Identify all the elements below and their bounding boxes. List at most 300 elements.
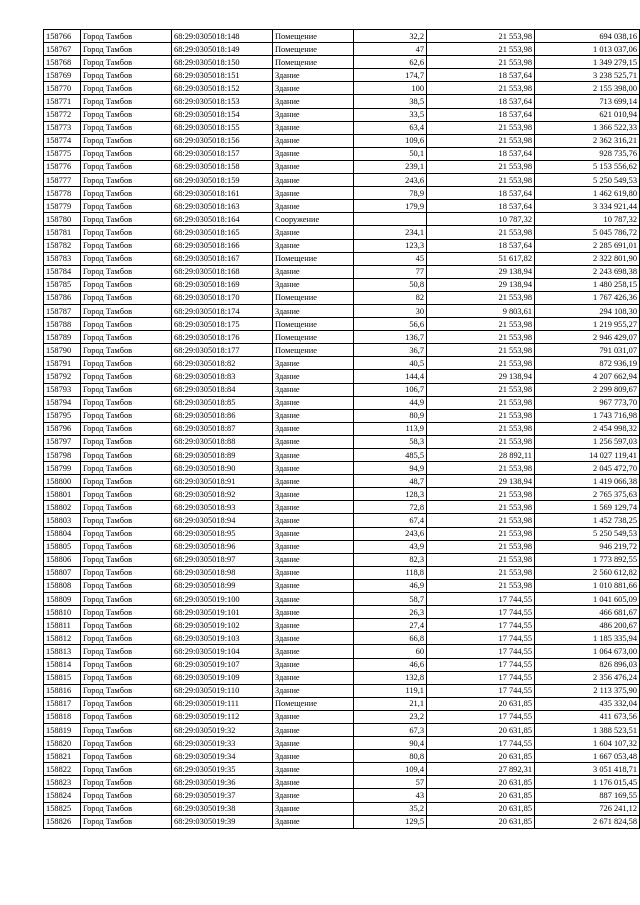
object-type-cell: Здание xyxy=(273,737,354,750)
cadastral-value-cell: 5 250 549,53 xyxy=(535,174,640,187)
row-number-cell: 158784 xyxy=(44,265,81,278)
row-number-cell: 158793 xyxy=(44,383,81,396)
row-number-cell: 158790 xyxy=(44,344,81,357)
area-cell xyxy=(354,213,427,226)
object-type-cell: Здание xyxy=(273,435,354,448)
locality-cell: Город Тамбов xyxy=(81,475,172,488)
price-per-unit-cell: 21 553,98 xyxy=(427,435,535,448)
locality-cell: Город Тамбов xyxy=(81,684,172,697)
cadastral-number-cell: 68:29:0305018:157 xyxy=(172,147,273,160)
cadastral-number-cell: 68:29:0305018:161 xyxy=(172,187,273,200)
row-number-cell: 158767 xyxy=(44,43,81,56)
table-row xyxy=(44,553,640,566)
object-type-cell: Помещение xyxy=(273,344,354,357)
table-row xyxy=(44,134,640,147)
cadastral-value-cell: 2 299 809,67 xyxy=(535,383,640,396)
row-number-cell: 158800 xyxy=(44,475,81,488)
cadastral-number-cell: 68:29:0305018:83 xyxy=(172,370,273,383)
area-cell: 80,9 xyxy=(354,409,427,422)
row-number-cell: 158810 xyxy=(44,606,81,619)
row-number-cell: 158804 xyxy=(44,527,81,540)
area-cell: 56,6 xyxy=(354,318,427,331)
area-cell: 118,8 xyxy=(354,566,427,579)
price-per-unit-cell: 21 553,98 xyxy=(427,291,535,304)
locality-cell: Город Тамбов xyxy=(81,619,172,632)
locality-cell: Город Тамбов xyxy=(81,593,172,606)
locality-cell: Город Тамбов xyxy=(81,108,172,121)
cadastral-value-cell: 2 243 698,38 xyxy=(535,265,640,278)
object-type-cell: Здание xyxy=(273,226,354,239)
locality-cell: Город Тамбов xyxy=(81,750,172,763)
price-per-unit-cell: 21 553,98 xyxy=(427,344,535,357)
object-type-cell: Здание xyxy=(273,540,354,553)
table-row xyxy=(44,697,640,710)
price-per-unit-cell: 21 553,98 xyxy=(427,357,535,370)
object-type-cell: Здание xyxy=(273,134,354,147)
table-row xyxy=(44,30,640,43)
object-type-cell: Здание xyxy=(273,357,354,370)
cadastral-number-cell: 68:29:0305019:39 xyxy=(172,815,273,828)
row-number-cell: 158772 xyxy=(44,108,81,121)
locality-cell: Город Тамбов xyxy=(81,566,172,579)
locality-cell: Город Тамбов xyxy=(81,239,172,252)
object-type-cell: Здание xyxy=(273,160,354,173)
price-per-unit-cell: 21 553,98 xyxy=(427,226,535,239)
table-row xyxy=(44,56,640,69)
cadastral-number-cell: 68:29:0305018:97 xyxy=(172,553,273,566)
price-per-unit-cell: 29 138,94 xyxy=(427,265,535,278)
object-type-cell: Здание xyxy=(273,174,354,187)
area-cell: 44,9 xyxy=(354,396,427,409)
price-per-unit-cell: 10 787,32 xyxy=(427,213,535,226)
cadastral-number-cell: 68:29:0305019:35 xyxy=(172,763,273,776)
locality-cell: Город Тамбов xyxy=(81,30,172,43)
table-row xyxy=(44,645,640,658)
cadastral-value-cell: 1 480 258,15 xyxy=(535,278,640,291)
locality-cell: Город Тамбов xyxy=(81,291,172,304)
price-per-unit-cell: 21 553,98 xyxy=(427,318,535,331)
table-row xyxy=(44,357,640,370)
cadastral-value-cell: 1 366 522,33 xyxy=(535,121,640,134)
cadastral-value-cell: 791 031,07 xyxy=(535,344,640,357)
table-row xyxy=(44,370,640,383)
area-cell: 109,6 xyxy=(354,134,427,147)
cadastral-value-cell: 4 207 662,94 xyxy=(535,370,640,383)
cadastral-value-cell: 3 238 525,71 xyxy=(535,69,640,82)
row-number-cell: 158792 xyxy=(44,370,81,383)
table-row xyxy=(44,265,640,278)
cadastral-number-cell: 68:29:0305019:112 xyxy=(172,710,273,723)
area-cell: 46,6 xyxy=(354,658,427,671)
price-per-unit-cell: 21 553,98 xyxy=(427,527,535,540)
cadastral-number-cell: 68:29:0305018:150 xyxy=(172,56,273,69)
locality-cell: Город Тамбов xyxy=(81,815,172,828)
cadastral-number-cell: 68:29:0305018:177 xyxy=(172,344,273,357)
locality-cell: Город Тамбов xyxy=(81,396,172,409)
cadastral-number-cell: 68:29:0305019:107 xyxy=(172,658,273,671)
table-row xyxy=(44,449,640,462)
object-type-cell: Здание xyxy=(273,776,354,789)
cadastral-value-cell: 887 169,55 xyxy=(535,789,640,802)
locality-cell: Город Тамбов xyxy=(81,331,172,344)
cadastral-number-cell: 68:29:0305019:103 xyxy=(172,632,273,645)
row-number-cell: 158822 xyxy=(44,763,81,776)
object-type-cell: Здание xyxy=(273,409,354,422)
cadastral-value-cell: 2 946 429,07 xyxy=(535,331,640,344)
area-cell: 33,5 xyxy=(354,108,427,121)
table-row xyxy=(44,579,640,592)
cadastral-number-cell: 68:29:0305019:109 xyxy=(172,671,273,684)
object-type-cell: Здание xyxy=(273,488,354,501)
area-cell: 48,7 xyxy=(354,475,427,488)
cadastral-number-cell: 68:29:0305018:169 xyxy=(172,278,273,291)
object-type-cell: Здание xyxy=(273,619,354,632)
data-table xyxy=(43,29,640,829)
price-per-unit-cell: 17 744,55 xyxy=(427,619,535,632)
cadastral-value-cell: 967 773,70 xyxy=(535,396,640,409)
locality-cell: Город Тамбов xyxy=(81,134,172,147)
price-per-unit-cell: 18 537,64 xyxy=(427,147,535,160)
object-type-cell: Помещение xyxy=(273,56,354,69)
table-row xyxy=(44,239,640,252)
table-row xyxy=(44,488,640,501)
object-type-cell: Здание xyxy=(273,815,354,828)
price-per-unit-cell: 21 553,98 xyxy=(427,82,535,95)
price-per-unit-cell: 18 537,64 xyxy=(427,95,535,108)
row-number-cell: 158786 xyxy=(44,291,81,304)
cadastral-value-cell: 1 013 037,06 xyxy=(535,43,640,56)
cadastral-number-cell: 68:29:0305018:149 xyxy=(172,43,273,56)
table-row xyxy=(44,540,640,553)
table-row xyxy=(44,187,640,200)
object-type-cell: Здание xyxy=(273,763,354,776)
area-cell: 123,3 xyxy=(354,239,427,252)
object-type-cell: Здание xyxy=(273,82,354,95)
cadastral-number-cell: 68:29:0305018:87 xyxy=(172,422,273,435)
table-row xyxy=(44,200,640,213)
area-cell: 43 xyxy=(354,789,427,802)
object-type-cell: Здание xyxy=(273,200,354,213)
cadastral-value-cell: 1 010 881,66 xyxy=(535,579,640,592)
area-cell: 46,9 xyxy=(354,579,427,592)
row-number-cell: 158775 xyxy=(44,147,81,160)
table-row xyxy=(44,396,640,409)
table-row xyxy=(44,160,640,173)
row-number-cell: 158769 xyxy=(44,69,81,82)
price-per-unit-cell: 28 892,11 xyxy=(427,449,535,462)
object-type-cell: Здание xyxy=(273,278,354,291)
cadastral-value-cell: 3 051 418,71 xyxy=(535,763,640,776)
locality-cell: Город Тамбов xyxy=(81,43,172,56)
locality-cell: Город Тамбов xyxy=(81,304,172,317)
cadastral-number-cell: 68:29:0305018:84 xyxy=(172,383,273,396)
table-body xyxy=(44,30,640,829)
cadastral-value-cell: 14 027 119,41 xyxy=(535,449,640,462)
row-number-cell: 158823 xyxy=(44,776,81,789)
table-row xyxy=(44,409,640,422)
table-row xyxy=(44,69,640,82)
cadastral-value-cell: 1 462 619,80 xyxy=(535,187,640,200)
price-per-unit-cell: 21 553,98 xyxy=(427,383,535,396)
object-type-cell: Помещение xyxy=(273,318,354,331)
object-type-cell: Здание xyxy=(273,462,354,475)
price-per-unit-cell: 17 744,55 xyxy=(427,671,535,684)
area-cell: 119,1 xyxy=(354,684,427,697)
area-cell: 36,7 xyxy=(354,344,427,357)
price-per-unit-cell: 18 537,64 xyxy=(427,239,535,252)
area-cell: 50,8 xyxy=(354,278,427,291)
row-number-cell: 158771 xyxy=(44,95,81,108)
row-number-cell: 158805 xyxy=(44,540,81,553)
cadastral-number-cell: 68:29:0305019:37 xyxy=(172,789,273,802)
locality-cell: Город Тамбов xyxy=(81,501,172,514)
row-number-cell: 158780 xyxy=(44,213,81,226)
table-row xyxy=(44,671,640,684)
cadastral-value-cell: 2 322 801,90 xyxy=(535,252,640,265)
cadastral-number-cell: 68:29:0305019:110 xyxy=(172,684,273,697)
area-cell: 80,8 xyxy=(354,750,427,763)
locality-cell: Город Тамбов xyxy=(81,488,172,501)
area-cell: 90,4 xyxy=(354,737,427,750)
locality-cell: Город Тамбов xyxy=(81,357,172,370)
area-cell: 47 xyxy=(354,43,427,56)
cadastral-value-cell: 1 767 426,36 xyxy=(535,291,640,304)
cadastral-value-cell: 694 038,16 xyxy=(535,30,640,43)
table-row xyxy=(44,501,640,514)
table-row xyxy=(44,789,640,802)
row-number-cell: 158783 xyxy=(44,252,81,265)
table-row xyxy=(44,527,640,540)
table-row xyxy=(44,619,640,632)
cadastral-number-cell: 68:29:0305018:154 xyxy=(172,108,273,121)
cadastral-number-cell: 68:29:0305018:155 xyxy=(172,121,273,134)
table-row xyxy=(44,318,640,331)
cadastral-value-cell: 2 045 472,70 xyxy=(535,462,640,475)
price-per-unit-cell: 17 744,55 xyxy=(427,684,535,697)
row-number-cell: 158812 xyxy=(44,632,81,645)
row-number-cell: 158817 xyxy=(44,697,81,710)
object-type-cell: Здание xyxy=(273,475,354,488)
cadastral-value-cell: 1 667 053,48 xyxy=(535,750,640,763)
locality-cell: Город Тамбов xyxy=(81,56,172,69)
area-cell: 82,3 xyxy=(354,553,427,566)
object-type-cell: Помещение xyxy=(273,252,354,265)
cadastral-value-cell: 946 219,72 xyxy=(535,540,640,553)
table-row xyxy=(44,750,640,763)
price-per-unit-cell: 21 553,98 xyxy=(427,488,535,501)
price-per-unit-cell: 9 803,61 xyxy=(427,304,535,317)
row-number-cell: 158778 xyxy=(44,187,81,200)
cadastral-number-cell: 68:29:0305018:176 xyxy=(172,331,273,344)
area-cell: 113,9 xyxy=(354,422,427,435)
object-type-cell: Здание xyxy=(273,69,354,82)
area-cell: 82 xyxy=(354,291,427,304)
table-row xyxy=(44,95,640,108)
area-cell: 40,5 xyxy=(354,357,427,370)
area-cell: 38,5 xyxy=(354,95,427,108)
table-row xyxy=(44,344,640,357)
price-per-unit-cell: 20 631,85 xyxy=(427,697,535,710)
object-type-cell: Здание xyxy=(273,95,354,108)
locality-cell: Город Тамбов xyxy=(81,409,172,422)
table-row xyxy=(44,475,640,488)
table-row xyxy=(44,802,640,815)
cadastral-number-cell: 68:29:0305018:85 xyxy=(172,396,273,409)
row-number-cell: 158825 xyxy=(44,802,81,815)
cadastral-number-cell: 68:29:0305019:102 xyxy=(172,619,273,632)
price-per-unit-cell: 51 617,82 xyxy=(427,252,535,265)
price-per-unit-cell: 27 892,31 xyxy=(427,763,535,776)
object-type-cell: Здание xyxy=(273,265,354,278)
cadastral-number-cell: 68:29:0305018:99 xyxy=(172,579,273,592)
table-row xyxy=(44,632,640,645)
price-per-unit-cell: 21 553,98 xyxy=(427,579,535,592)
locality-cell: Город Тамбов xyxy=(81,606,172,619)
cadastral-value-cell: 2 765 375,63 xyxy=(535,488,640,501)
price-per-unit-cell: 18 537,64 xyxy=(427,200,535,213)
price-per-unit-cell: 21 553,98 xyxy=(427,566,535,579)
row-number-cell: 158820 xyxy=(44,737,81,750)
cadastral-number-cell: 68:29:0305018:175 xyxy=(172,318,273,331)
table-row xyxy=(44,252,640,265)
locality-cell: Город Тамбов xyxy=(81,69,172,82)
row-number-cell: 158795 xyxy=(44,409,81,422)
object-type-cell: Здание xyxy=(273,187,354,200)
area-cell: 485,5 xyxy=(354,449,427,462)
cadastral-number-cell: 68:29:0305018:174 xyxy=(172,304,273,317)
area-cell: 45 xyxy=(354,252,427,265)
cadastral-value-cell: 1 041 605,09 xyxy=(535,593,640,606)
table-row xyxy=(44,147,640,160)
cadastral-value-cell: 2 671 824,58 xyxy=(535,815,640,828)
locality-cell: Город Тамбов xyxy=(81,671,172,684)
price-per-unit-cell: 20 631,85 xyxy=(427,723,535,736)
locality-cell: Город Тамбов xyxy=(81,278,172,291)
row-number-cell: 158779 xyxy=(44,200,81,213)
cadastral-value-cell: 294 108,30 xyxy=(535,304,640,317)
locality-cell: Город Тамбов xyxy=(81,514,172,527)
area-cell: 109,4 xyxy=(354,763,427,776)
cadastral-value-cell: 726 241,12 xyxy=(535,802,640,815)
object-type-cell: Здание xyxy=(273,671,354,684)
price-per-unit-cell: 20 631,85 xyxy=(427,789,535,802)
cadastral-value-cell: 1 452 738,25 xyxy=(535,514,640,527)
cadastral-number-cell: 68:29:0305019:38 xyxy=(172,802,273,815)
area-cell: 72,8 xyxy=(354,501,427,514)
locality-cell: Город Тамбов xyxy=(81,370,172,383)
row-number-cell: 158824 xyxy=(44,789,81,802)
area-cell: 174,7 xyxy=(354,69,427,82)
object-type-cell: Здание xyxy=(273,239,354,252)
table-row xyxy=(44,566,640,579)
cadastral-number-cell: 68:29:0305018:98 xyxy=(172,566,273,579)
locality-cell: Город Тамбов xyxy=(81,344,172,357)
table-row xyxy=(44,121,640,134)
cadastral-value-cell: 2 454 998,32 xyxy=(535,422,640,435)
object-type-cell: Здание xyxy=(273,370,354,383)
cadastral-number-cell: 68:29:0305018:82 xyxy=(172,357,273,370)
object-type-cell: Здание xyxy=(273,658,354,671)
row-number-cell: 158774 xyxy=(44,134,81,147)
cadastral-value-cell: 2 113 375,90 xyxy=(535,684,640,697)
area-cell: 30 xyxy=(354,304,427,317)
area-cell: 94,9 xyxy=(354,462,427,475)
locality-cell: Город Тамбов xyxy=(81,200,172,213)
cadastral-number-cell: 68:29:0305019:32 xyxy=(172,723,273,736)
price-per-unit-cell: 21 553,98 xyxy=(427,331,535,344)
area-cell: 63,4 xyxy=(354,121,427,134)
locality-cell: Город Тамбов xyxy=(81,187,172,200)
row-number-cell: 158782 xyxy=(44,239,81,252)
cadastral-value-cell: 1 569 129,74 xyxy=(535,501,640,514)
area-cell: 67,3 xyxy=(354,723,427,736)
table-row xyxy=(44,435,640,448)
row-number-cell: 158809 xyxy=(44,593,81,606)
price-per-unit-cell: 21 553,98 xyxy=(427,540,535,553)
price-per-unit-cell: 29 138,94 xyxy=(427,278,535,291)
object-type-cell: Здание xyxy=(273,789,354,802)
cadastral-value-cell: 713 699,14 xyxy=(535,95,640,108)
table-row xyxy=(44,815,640,828)
cadastral-number-cell: 68:29:0305018:89 xyxy=(172,449,273,462)
price-per-unit-cell: 21 553,98 xyxy=(427,501,535,514)
cadastral-number-cell: 68:29:0305019:104 xyxy=(172,645,273,658)
table-row xyxy=(44,174,640,187)
cadastral-value-cell: 1 349 279,15 xyxy=(535,56,640,69)
locality-cell: Город Тамбов xyxy=(81,226,172,239)
row-number-cell: 158808 xyxy=(44,579,81,592)
locality-cell: Город Тамбов xyxy=(81,697,172,710)
price-per-unit-cell: 18 537,64 xyxy=(427,187,535,200)
cadastral-number-cell: 68:29:0305018:170 xyxy=(172,291,273,304)
row-number-cell: 158819 xyxy=(44,723,81,736)
price-per-unit-cell: 29 138,94 xyxy=(427,475,535,488)
object-type-cell: Здание xyxy=(273,396,354,409)
price-per-unit-cell: 21 553,98 xyxy=(427,409,535,422)
cadastral-number-cell: 68:29:0305018:165 xyxy=(172,226,273,239)
table-row xyxy=(44,422,640,435)
cadastral-value-cell: 10 787,32 xyxy=(535,213,640,226)
area-cell: 27,4 xyxy=(354,619,427,632)
price-per-unit-cell: 21 553,98 xyxy=(427,121,535,134)
area-cell: 32,2 xyxy=(354,30,427,43)
area-cell: 43,9 xyxy=(354,540,427,553)
price-per-unit-cell: 17 744,55 xyxy=(427,645,535,658)
cadastral-number-cell: 68:29:0305018:92 xyxy=(172,488,273,501)
object-type-cell: Здание xyxy=(273,723,354,736)
cadastral-value-cell: 5 045 786,72 xyxy=(535,226,640,239)
price-per-unit-cell: 21 553,98 xyxy=(427,30,535,43)
row-number-cell: 158791 xyxy=(44,357,81,370)
cadastral-value-cell: 1 743 716,98 xyxy=(535,409,640,422)
object-type-cell: Помещение xyxy=(273,331,354,344)
area-cell: 62,6 xyxy=(354,56,427,69)
table-row xyxy=(44,593,640,606)
area-cell: 77 xyxy=(354,265,427,278)
cadastral-value-cell: 621 010,94 xyxy=(535,108,640,121)
table-row xyxy=(44,763,640,776)
row-number-cell: 158776 xyxy=(44,160,81,173)
row-number-cell: 158777 xyxy=(44,174,81,187)
price-per-unit-cell: 17 744,55 xyxy=(427,658,535,671)
cadastral-value-cell: 411 673,56 xyxy=(535,710,640,723)
row-number-cell: 158766 xyxy=(44,30,81,43)
cadastral-number-cell: 68:29:0305019:100 xyxy=(172,593,273,606)
object-type-cell: Здание xyxy=(273,553,354,566)
table-row xyxy=(44,226,640,239)
locality-cell: Город Тамбов xyxy=(81,213,172,226)
row-number-cell: 158816 xyxy=(44,684,81,697)
